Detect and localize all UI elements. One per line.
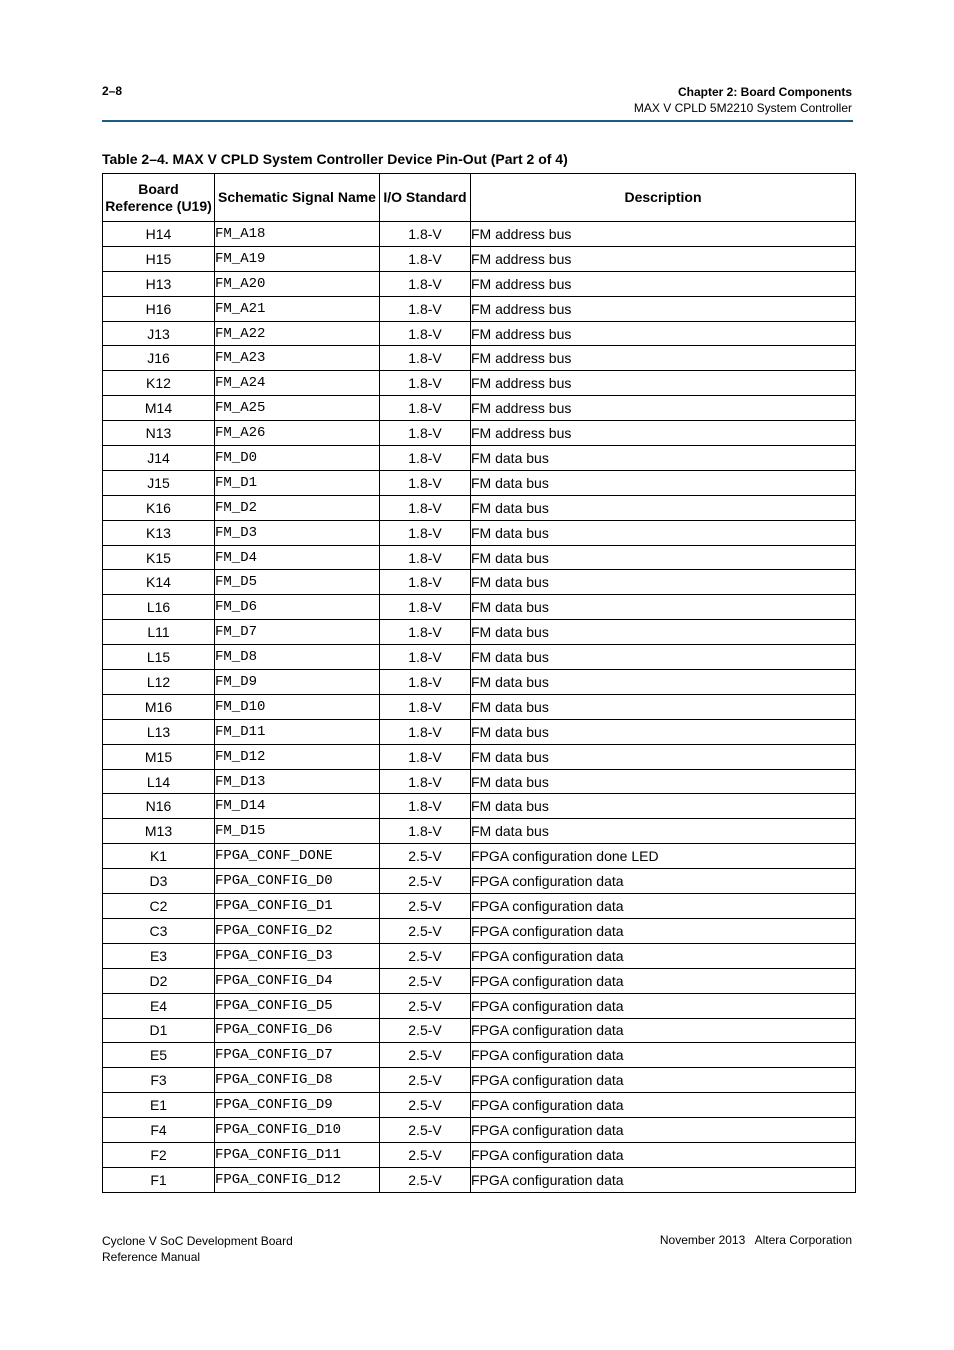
- cell-board-reference: E1: [103, 1093, 215, 1118]
- cell-io-standard: 1.8-V: [380, 620, 471, 645]
- cell-board-reference: E3: [103, 943, 215, 968]
- table-row: [103, 570, 856, 595]
- cell-description: FPGA configuration data: [471, 1118, 856, 1143]
- table-row: [103, 918, 856, 943]
- cell-signal-name: FPGA_CONFIG_D10: [215, 1118, 380, 1143]
- chapter-title: Chapter 2: Board Components: [677, 85, 852, 99]
- cell-io-standard: 2.5-V: [380, 869, 471, 894]
- cell-board-reference: M16: [103, 694, 215, 719]
- cell-signal-name: FM_A23: [215, 346, 380, 371]
- cell-description: FM data bus: [471, 595, 856, 620]
- table-row: [103, 670, 856, 695]
- cell-board-reference: M13: [103, 819, 215, 844]
- cell-board-reference: L13: [103, 719, 215, 744]
- cell-io-standard: 2.5-V: [380, 1118, 471, 1143]
- table-row: [103, 495, 856, 520]
- cell-io-standard: 2.5-V: [380, 844, 471, 869]
- table-row: [103, 744, 856, 769]
- cell-io-standard: 1.8-V: [380, 719, 471, 744]
- cell-description: FPGA configuration data: [471, 894, 856, 919]
- cell-signal-name: FM_D8: [215, 645, 380, 670]
- cell-io-standard: 1.8-V: [380, 470, 471, 495]
- cell-description: FM data bus: [471, 470, 856, 495]
- footer-doc-title: Cyclone V SoC Development Board: [102, 1234, 293, 1248]
- cell-io-standard: 2.5-V: [380, 894, 471, 919]
- cell-io-standard: 1.8-V: [380, 645, 471, 670]
- cell-io-standard: 1.8-V: [380, 794, 471, 819]
- table-row: [103, 1093, 856, 1118]
- cell-description: FPGA configuration data: [471, 1043, 856, 1068]
- cell-signal-name: FM_A24: [215, 371, 380, 396]
- cell-io-standard: 1.8-V: [380, 396, 471, 421]
- cell-signal-name: FM_A26: [215, 421, 380, 446]
- table-row: [103, 968, 856, 993]
- cell-io-standard: 1.8-V: [380, 321, 471, 346]
- cell-board-reference: F3: [103, 1068, 215, 1093]
- cell-description: FM data bus: [471, 769, 856, 794]
- cell-signal-name: FM_D11: [215, 719, 380, 744]
- cell-board-reference: J15: [103, 470, 215, 495]
- cell-description: FPGA configuration data: [471, 1167, 856, 1192]
- cell-board-reference: E5: [103, 1043, 215, 1068]
- table-row: [103, 894, 856, 919]
- cell-signal-name: FM_A25: [215, 396, 380, 421]
- cell-description: FPGA configuration data: [471, 968, 856, 993]
- cell-signal-name: FPGA_CONFIG_D6: [215, 1018, 380, 1043]
- table-row: [103, 769, 856, 794]
- cell-io-standard: 1.8-V: [380, 769, 471, 794]
- cell-signal-name: FM_D5: [215, 570, 380, 595]
- cell-description: FM address bus: [471, 346, 856, 371]
- cell-board-reference: H14: [103, 222, 215, 247]
- table-row: [103, 595, 856, 620]
- footer-doc: [102, 1233, 293, 1265]
- table-row: [103, 1068, 856, 1093]
- cell-description: FM address bus: [471, 321, 856, 346]
- cell-board-reference: L16: [103, 595, 215, 620]
- table-body: [103, 222, 856, 1193]
- cell-io-standard: 1.8-V: [380, 570, 471, 595]
- cell-board-reference: K13: [103, 520, 215, 545]
- table-row: [103, 794, 856, 819]
- cell-io-standard: 1.8-V: [380, 296, 471, 321]
- table-row: [103, 271, 856, 296]
- cell-signal-name: FM_D3: [215, 520, 380, 545]
- table-row: [103, 869, 856, 894]
- cell-board-reference: C2: [103, 894, 215, 919]
- column-header-signal-name: Schematic Signal Name: [215, 174, 380, 222]
- cell-io-standard: 2.5-V: [380, 1142, 471, 1167]
- cell-board-reference: C3: [103, 918, 215, 943]
- cell-io-standard: 1.8-V: [380, 744, 471, 769]
- cell-board-reference: M14: [103, 396, 215, 421]
- table-row: [103, 1043, 856, 1068]
- cell-io-standard: 2.5-V: [380, 993, 471, 1018]
- cell-board-reference: L12: [103, 670, 215, 695]
- cell-description: FM data bus: [471, 620, 856, 645]
- cell-signal-name: FPGA_CONFIG_D12: [215, 1167, 380, 1192]
- cell-description: FPGA configuration done LED: [471, 844, 856, 869]
- cell-signal-name: FM_D10: [215, 694, 380, 719]
- cell-board-reference: J16: [103, 346, 215, 371]
- cell-signal-name: FM_D4: [215, 545, 380, 570]
- cell-io-standard: 2.5-V: [380, 1093, 471, 1118]
- cell-signal-name: FM_D14: [215, 794, 380, 819]
- cell-io-standard: 1.8-V: [380, 371, 471, 396]
- cell-description: FPGA configuration data: [471, 918, 856, 943]
- cell-signal-name: FPGA_CONFIG_D3: [215, 943, 380, 968]
- cell-board-reference: J13: [103, 321, 215, 346]
- table-row: [103, 993, 856, 1018]
- page-number: 2–8: [102, 84, 123, 98]
- column-header-io-standard: I/O Standard: [380, 174, 471, 222]
- cell-board-reference: N16: [103, 794, 215, 819]
- cell-board-reference: D3: [103, 869, 215, 894]
- table-row: [103, 545, 856, 570]
- table-row: [103, 321, 856, 346]
- cell-io-standard: 1.8-V: [380, 670, 471, 695]
- cell-io-standard: 1.8-V: [380, 595, 471, 620]
- cell-description: FM data bus: [471, 570, 856, 595]
- cell-signal-name: FM_D6: [215, 595, 380, 620]
- cell-signal-name: FPGA_CONFIG_D8: [215, 1068, 380, 1093]
- cell-board-reference: J14: [103, 446, 215, 471]
- table-row: [103, 844, 856, 869]
- table-row: [103, 819, 856, 844]
- cell-board-reference: L14: [103, 769, 215, 794]
- footer-date-company: November 2013 Altera Corporation: [659, 1233, 852, 1247]
- cell-signal-name: FM_D13: [215, 769, 380, 794]
- cell-description: FPGA configuration data: [471, 943, 856, 968]
- cell-signal-name: FPGA_CONFIG_D7: [215, 1043, 380, 1068]
- cell-description: FM data bus: [471, 520, 856, 545]
- cell-description: FM data bus: [471, 794, 856, 819]
- table-row: [103, 1018, 856, 1043]
- cell-io-standard: 1.8-V: [380, 694, 471, 719]
- cell-description: FPGA configuration data: [471, 993, 856, 1018]
- cell-board-reference: K15: [103, 545, 215, 570]
- cell-description: FM data bus: [471, 670, 856, 695]
- cell-description: FPGA configuration data: [471, 1093, 856, 1118]
- cell-board-reference: H16: [103, 296, 215, 321]
- cell-signal-name: FM_A22: [215, 321, 380, 346]
- cell-io-standard: 2.5-V: [380, 1167, 471, 1192]
- cell-description: FM address bus: [471, 421, 856, 446]
- cell-signal-name: FM_A20: [215, 271, 380, 296]
- cell-description: FM data bus: [471, 719, 856, 744]
- cell-signal-name: FM_D15: [215, 819, 380, 844]
- cell-io-standard: 2.5-V: [380, 943, 471, 968]
- cell-io-standard: 1.8-V: [380, 446, 471, 471]
- cell-signal-name: FPGA_CONFIG_D9: [215, 1093, 380, 1118]
- cell-description: FM address bus: [471, 271, 856, 296]
- cell-board-reference: H13: [103, 271, 215, 296]
- cell-io-standard: 2.5-V: [380, 1068, 471, 1093]
- cell-description: FPGA configuration data: [471, 1068, 856, 1093]
- cell-board-reference: L15: [103, 645, 215, 670]
- cell-io-standard: 2.5-V: [380, 1043, 471, 1068]
- cell-board-reference: E4: [103, 993, 215, 1018]
- cell-signal-name: FPGA_CONFIG_D0: [215, 869, 380, 894]
- cell-board-reference: F2: [103, 1142, 215, 1167]
- cell-board-reference: L11: [103, 620, 215, 645]
- cell-io-standard: 1.8-V: [380, 819, 471, 844]
- cell-description: FM address bus: [471, 371, 856, 396]
- table-row: [103, 719, 856, 744]
- cell-signal-name: FM_D0: [215, 446, 380, 471]
- cell-board-reference: D2: [103, 968, 215, 993]
- cell-signal-name: FM_D9: [215, 670, 380, 695]
- cell-board-reference: F4: [103, 1118, 215, 1143]
- column-header-description: Description: [471, 174, 856, 222]
- pinout-table: [102, 173, 856, 1193]
- cell-signal-name: FM_A19: [215, 246, 380, 271]
- table-row: [103, 396, 856, 421]
- table-row: [103, 694, 856, 719]
- cell-signal-name: FM_A21: [215, 296, 380, 321]
- table-row: [103, 371, 856, 396]
- table-row: [103, 1167, 856, 1192]
- running-header: [634, 84, 852, 116]
- cell-io-standard: 1.8-V: [380, 271, 471, 296]
- cell-io-standard: 1.8-V: [380, 421, 471, 446]
- cell-description: FM data bus: [471, 545, 856, 570]
- table-caption: Table 2–4. MAX V CPLD System Controller Device Pin-Out (Part 2 of 4): [102, 151, 568, 167]
- table-row: [103, 421, 856, 446]
- cell-board-reference: K1: [103, 844, 215, 869]
- table-row: [103, 1118, 856, 1143]
- cell-signal-name: FM_D12: [215, 744, 380, 769]
- table-row: [103, 520, 856, 545]
- cell-description: FM data bus: [471, 645, 856, 670]
- section-title: MAX V CPLD 5M2210 System Controller: [633, 101, 852, 115]
- cell-description: FM address bus: [471, 396, 856, 421]
- cell-signal-name: FM_D2: [215, 495, 380, 520]
- cell-signal-name: FPGA_CONFIG_D2: [215, 918, 380, 943]
- cell-description: FM data bus: [471, 744, 856, 769]
- cell-description: FM address bus: [471, 222, 856, 247]
- table-row: [103, 645, 856, 670]
- cell-description: FM data bus: [471, 694, 856, 719]
- cell-signal-name: FPGA_CONF_DONE: [215, 844, 380, 869]
- cell-signal-name: FPGA_CONFIG_D11: [215, 1142, 380, 1167]
- cell-description: FM data bus: [471, 819, 856, 844]
- cell-io-standard: 1.8-V: [380, 246, 471, 271]
- table-row: [103, 346, 856, 371]
- cell-io-standard: 1.8-V: [380, 495, 471, 520]
- cell-board-reference: K16: [103, 495, 215, 520]
- cell-description: FPGA configuration data: [471, 869, 856, 894]
- table-row: [103, 246, 856, 271]
- cell-io-standard: 1.8-V: [380, 520, 471, 545]
- table-row: [103, 943, 856, 968]
- cell-signal-name: FM_D7: [215, 620, 380, 645]
- cell-board-reference: K12: [103, 371, 215, 396]
- header-rule: [102, 120, 853, 122]
- cell-board-reference: H15: [103, 246, 215, 271]
- column-header-board-reference: Board Reference (U19): [103, 174, 215, 222]
- cell-description: FPGA configuration data: [471, 1142, 856, 1167]
- cell-io-standard: 2.5-V: [380, 968, 471, 993]
- cell-board-reference: N13: [103, 421, 215, 446]
- table-row: [103, 1142, 856, 1167]
- cell-description: FPGA configuration data: [471, 1018, 856, 1043]
- cell-io-standard: 1.8-V: [380, 222, 471, 247]
- cell-signal-name: FM_A18: [215, 222, 380, 247]
- cell-board-reference: M15: [103, 744, 215, 769]
- cell-board-reference: D1: [103, 1018, 215, 1043]
- cell-io-standard: 1.8-V: [380, 346, 471, 371]
- table-row: [103, 222, 856, 247]
- table-header-row: [103, 174, 856, 222]
- cell-io-standard: 1.8-V: [380, 545, 471, 570]
- cell-description: FM address bus: [471, 246, 856, 271]
- cell-signal-name: FPGA_CONFIG_D4: [215, 968, 380, 993]
- cell-io-standard: 2.5-V: [380, 1018, 471, 1043]
- cell-description: FM data bus: [471, 495, 856, 520]
- cell-signal-name: FPGA_CONFIG_D1: [215, 894, 380, 919]
- table-row: [103, 296, 856, 321]
- table-row: [103, 470, 856, 495]
- table-row: [103, 620, 856, 645]
- cell-board-reference: F1: [103, 1167, 215, 1192]
- cell-io-standard: 2.5-V: [380, 918, 471, 943]
- footer-doc-subtitle: Reference Manual: [102, 1250, 201, 1264]
- cell-description: FM address bus: [471, 296, 856, 321]
- cell-signal-name: FPGA_CONFIG_D5: [215, 993, 380, 1018]
- cell-board-reference: K14: [103, 570, 215, 595]
- cell-signal-name: FM_D1: [215, 470, 380, 495]
- table-row: [103, 446, 856, 471]
- cell-description: FM data bus: [471, 446, 856, 471]
